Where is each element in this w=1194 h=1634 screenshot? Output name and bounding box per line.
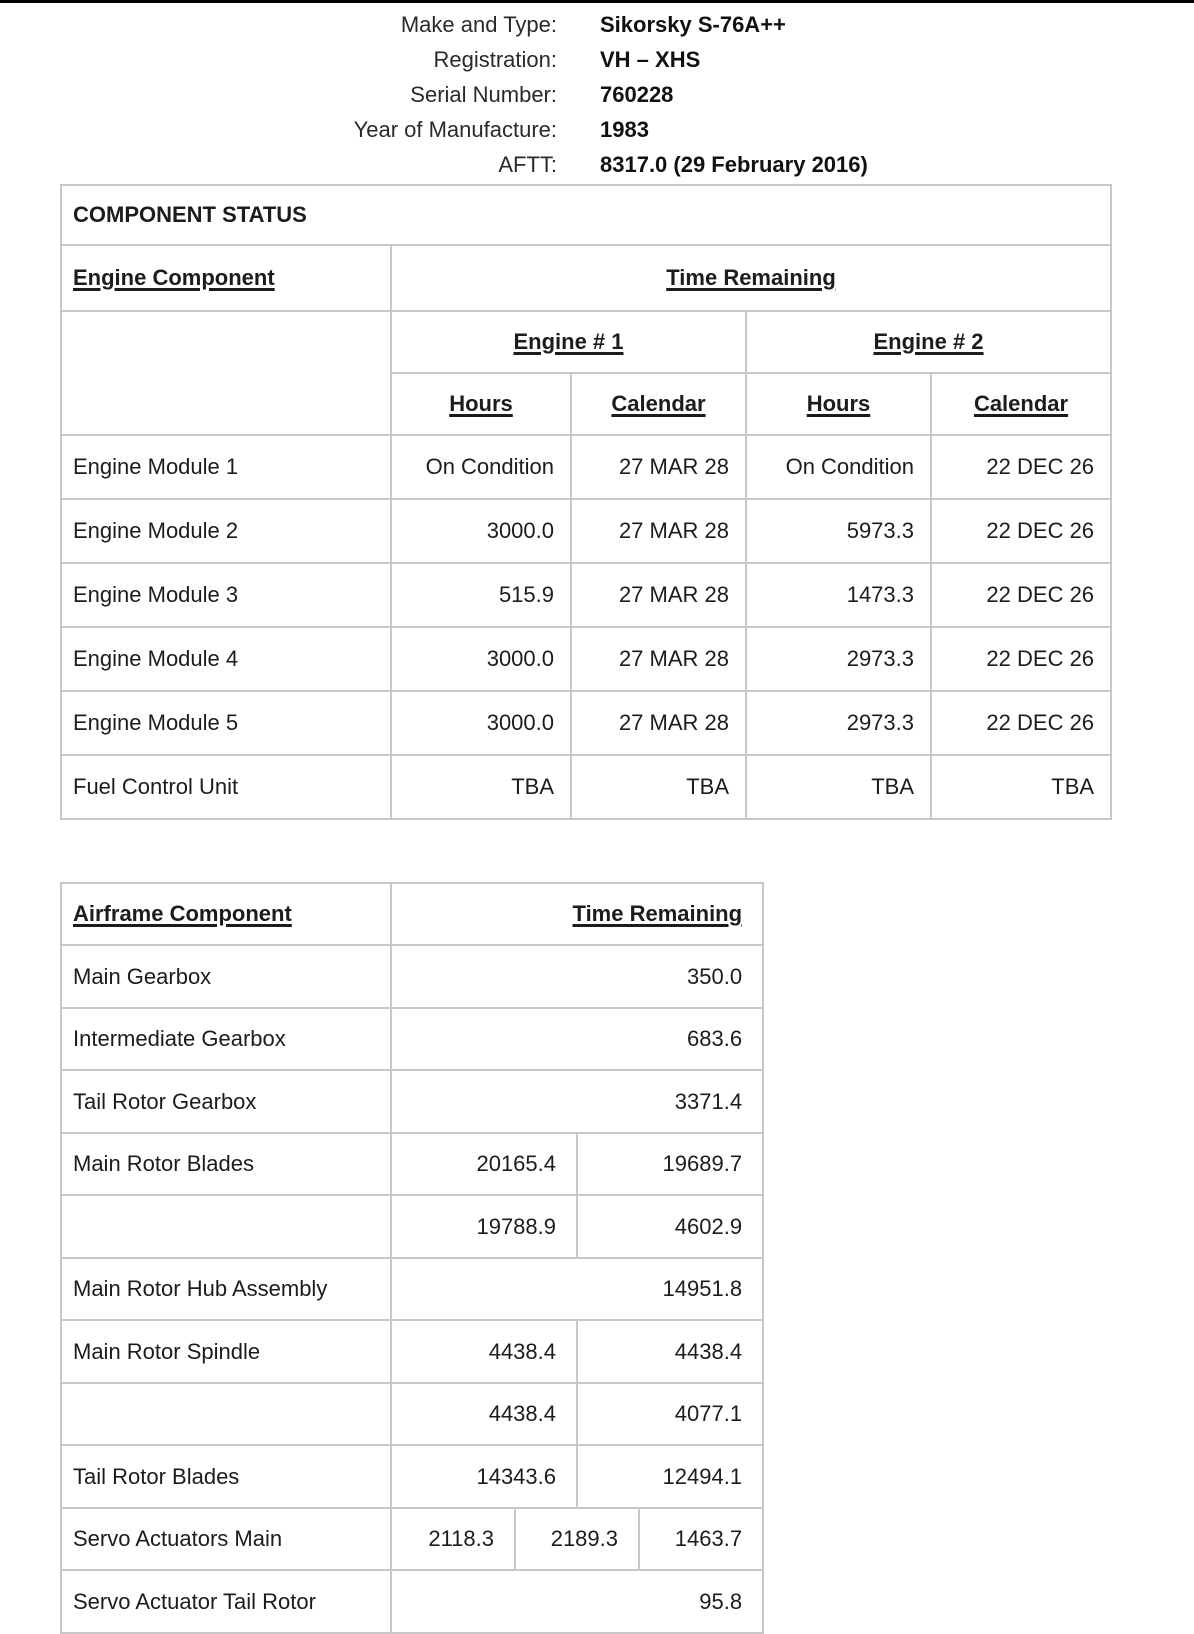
engine1-hours-cell: 3000.0 — [391, 691, 571, 755]
value-cell: 3371.4 — [391, 1070, 763, 1133]
value-cell: 20165.4 — [391, 1133, 577, 1196]
engine1-calendar-cell: 27 MAR 28 — [571, 563, 746, 627]
component-name-cell: Engine Module 3 — [61, 563, 391, 627]
engine2-calendar-cell: 22 DEC 26 — [931, 563, 1111, 627]
component-name-cell: Tail Rotor Blades — [61, 1445, 391, 1508]
info-row-aftt — [0, 147, 1194, 182]
engine1-calendar-cell: 27 MAR 28 — [571, 627, 746, 691]
info-row-year-of-manufacture — [0, 112, 1194, 147]
component-name-cell: Main Gearbox — [61, 945, 391, 1008]
component-name-cell: Engine Module 5 — [61, 691, 391, 755]
field-label: Registration: — [433, 47, 557, 73]
component-name-cell: Servo Actuators Main — [61, 1508, 391, 1571]
engine1-hours-header-cell: Hours — [391, 373, 571, 435]
value-cell: 12494.1 — [577, 1445, 763, 1508]
value-cell: 19788.9 — [391, 1195, 577, 1258]
engine2-calendar-cell: TBA — [931, 755, 1111, 819]
table-row — [61, 1320, 763, 1383]
field-value: 1983 — [600, 116, 649, 142]
value-cell: 95.8 — [391, 1570, 763, 1633]
value-cell: 683.6 — [391, 1008, 763, 1071]
value-cell: 4077.1 — [577, 1383, 763, 1446]
table-row — [61, 1258, 763, 1321]
info-row-serial-number — [0, 78, 1194, 113]
engine-component-status-table — [60, 184, 1112, 820]
field-value: 760228 — [600, 81, 674, 107]
field-label: Serial Number: — [410, 81, 557, 107]
engine2-calendar-cell: 22 DEC 26 — [931, 435, 1111, 499]
field-label: AFTT: — [498, 151, 557, 177]
component-name-cell: Engine Module 4 — [61, 627, 391, 691]
info-row-make-and-type — [0, 8, 1194, 43]
engine1-header-cell: Engine # 1 — [391, 311, 746, 373]
table-row — [61, 945, 763, 1008]
aircraft-info-header — [0, 0, 1194, 182]
component-name-cell — [61, 1195, 391, 1258]
table-row — [61, 563, 1111, 627]
engine2-hours-cell: 2973.3 — [746, 627, 931, 691]
table-row — [61, 499, 1111, 563]
table-row — [61, 1383, 763, 1446]
table-row — [61, 435, 1111, 499]
time-remaining-header-cell: Time Remaining — [391, 883, 763, 946]
value-cell: 350.0 — [391, 945, 763, 1008]
component-name-cell: Engine Module 1 — [61, 435, 391, 499]
time-remaining-header-cell: Time Remaining — [391, 245, 1111, 311]
field-label: Make and Type: — [400, 12, 557, 38]
table-row — [61, 627, 1111, 691]
component-name-cell — [61, 1383, 391, 1446]
info-row-registration — [0, 43, 1194, 78]
engine2-calendar-cell: 22 DEC 26 — [931, 627, 1111, 691]
engine1-hours-cell: TBA — [391, 755, 571, 819]
engine1-calendar-cell: 27 MAR 28 — [571, 691, 746, 755]
airframe-component-status-table — [60, 882, 764, 1634]
table-row — [61, 1195, 763, 1258]
component-name-cell: Engine Module 2 — [61, 499, 391, 563]
component-name-cell: Intermediate Gearbox — [61, 1008, 391, 1071]
engine2-hours-cell: TBA — [746, 755, 931, 819]
field-value: Sikorsky S-76A++ — [600, 12, 786, 38]
table-header-row — [61, 883, 763, 946]
engine1-hours-cell: 3000.0 — [391, 499, 571, 563]
engine2-hours-cell: 1473.3 — [746, 563, 931, 627]
value-cell: 14343.6 — [391, 1445, 577, 1508]
engine2-calendar-cell: 22 DEC 26 — [931, 691, 1111, 755]
value-cell: 1463.7 — [639, 1508, 763, 1571]
component-name-cell: Main Rotor Blades — [61, 1133, 391, 1196]
component-name-cell: Servo Actuator Tail Rotor — [61, 1570, 391, 1633]
engine1-hours-cell: 515.9 — [391, 563, 571, 627]
engine1-hours-cell: On Condition — [391, 435, 571, 499]
engine1-calendar-cell: TBA — [571, 755, 746, 819]
engine2-hours-cell: 2973.3 — [746, 691, 931, 755]
table-row — [61, 1133, 763, 1196]
engine2-calendar-cell: 22 DEC 26 — [931, 499, 1111, 563]
blank-cell — [61, 311, 391, 435]
value-cell: 14951.8 — [391, 1258, 763, 1321]
table-row — [61, 1508, 763, 1571]
table-title-row — [61, 185, 1111, 245]
field-value: 8317.0 (29 February 2016) — [600, 151, 868, 177]
value-cell: 4438.4 — [577, 1320, 763, 1383]
table-row — [61, 1008, 763, 1071]
value-cell: 2118.3 — [391, 1508, 515, 1571]
engine2-hours-header-cell: Hours — [746, 373, 931, 435]
field-value: VH – XHS — [600, 47, 701, 73]
component-name-cell: Tail Rotor Gearbox — [61, 1070, 391, 1133]
component-name-cell: Fuel Control Unit — [61, 755, 391, 819]
table-row — [61, 691, 1111, 755]
value-cell: 19689.7 — [577, 1133, 763, 1196]
engine1-calendar-cell: 27 MAR 28 — [571, 499, 746, 563]
value-cell: 4602.9 — [577, 1195, 763, 1258]
table-row — [61, 1570, 763, 1633]
page-top-border — [0, 0, 1194, 3]
field-label: Year of Manufacture: — [353, 116, 557, 142]
engine2-hours-cell: 5973.3 — [746, 499, 931, 563]
engine1-calendar-cell: 27 MAR 28 — [571, 435, 746, 499]
table-header-row — [61, 245, 1111, 311]
value-cell: 4438.4 — [391, 1383, 577, 1446]
table-row — [61, 755, 1111, 819]
table-row — [61, 1070, 763, 1133]
engine-group-header-row — [61, 311, 1111, 373]
component-status-title: COMPONENT STATUS — [61, 185, 1111, 245]
component-name-cell: Main Rotor Spindle — [61, 1320, 391, 1383]
engine2-calendar-header-cell: Calendar — [931, 373, 1111, 435]
engine1-calendar-header-cell: Calendar — [571, 373, 746, 435]
airframe-component-header-cell: Airframe Component — [61, 883, 391, 946]
engine2-header-cell: Engine # 2 — [746, 311, 1111, 373]
engine2-hours-cell: On Condition — [746, 435, 931, 499]
engine1-hours-cell: 3000.0 — [391, 627, 571, 691]
table-row — [61, 1445, 763, 1508]
component-name-cell: Main Rotor Hub Assembly — [61, 1258, 391, 1321]
value-cell: 2189.3 — [515, 1508, 639, 1571]
value-cell: 4438.4 — [391, 1320, 577, 1383]
engine-component-header-cell: Engine Component — [61, 245, 391, 311]
